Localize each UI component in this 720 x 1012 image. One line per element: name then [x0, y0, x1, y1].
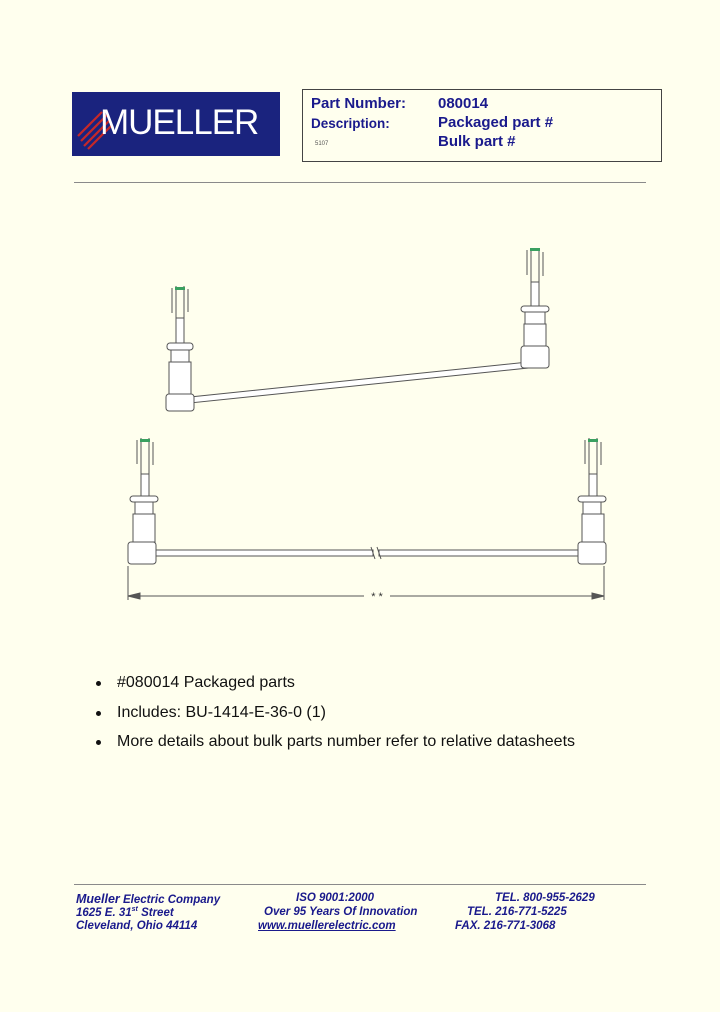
footer-website[interactable] [258, 920, 396, 932]
list-item [96, 732, 575, 762]
footer-iso: ISO 9001:2000 [296, 892, 375, 904]
small-code: 5107 [315, 141, 329, 147]
description-value: Packaged part # [438, 114, 554, 131]
bottom-cable-left [154, 550, 373, 556]
bullet-icon [96, 681, 101, 686]
footer-fax: FAX. 216-771-3068 [455, 920, 556, 932]
description-label: Description: [311, 116, 390, 131]
bulk-part-value: Bulk part # [438, 133, 516, 150]
top-left-tip-icon [175, 287, 185, 290]
part-number-label: Part Number: [311, 95, 407, 112]
bottom-cable-right [379, 550, 581, 556]
part-number-value: 080014 [438, 95, 489, 112]
street-suffix: Street [137, 906, 174, 919]
footer-divider [74, 884, 646, 885]
bullet-icon [96, 711, 101, 716]
footer-tagline: Over 95 Years Of Innovation [264, 906, 418, 918]
company-name-rest: Electric Company [119, 894, 221, 906]
footer-company [76, 892, 220, 906]
footer-street [76, 906, 174, 919]
logo-text: MUELLER [100, 103, 259, 142]
top-cable [190, 362, 528, 403]
top-right-probe [521, 248, 549, 368]
list-item-text: Includes: BU-1414-E-36-0 (1) [117, 703, 326, 721]
bottom-right-tip-icon [588, 439, 598, 442]
footer-city: Cleveland, Ohio 44114 [76, 920, 198, 932]
feature-list [96, 673, 575, 762]
list-item [96, 703, 575, 733]
dimension-line [128, 566, 604, 600]
bottom-right-probe [578, 438, 606, 564]
top-left-probe [166, 286, 194, 411]
company-name-bold: Mueller [76, 892, 120, 906]
list-item-text: More details about bulk parts number refer to relative datasheets [117, 733, 576, 750]
list-item-text: #080014 Packaged parts [117, 674, 295, 691]
list-item [96, 673, 575, 703]
website-link[interactable]: www.muellerelectric.com [258, 920, 396, 932]
street-sup: st [131, 906, 138, 913]
dimension-label: * * [371, 591, 383, 603]
bottom-left-probe [128, 438, 158, 564]
top-right-tip-icon [530, 248, 540, 251]
bullet-icon [96, 740, 101, 745]
bottom-left-tip-icon [140, 439, 150, 442]
street-prefix: 1625 E. 31 [76, 906, 132, 919]
footer-tel-tollfree: TEL. 800-955-2629 [495, 892, 595, 904]
footer-tel-local: TEL. 216-771-5225 [467, 906, 567, 918]
